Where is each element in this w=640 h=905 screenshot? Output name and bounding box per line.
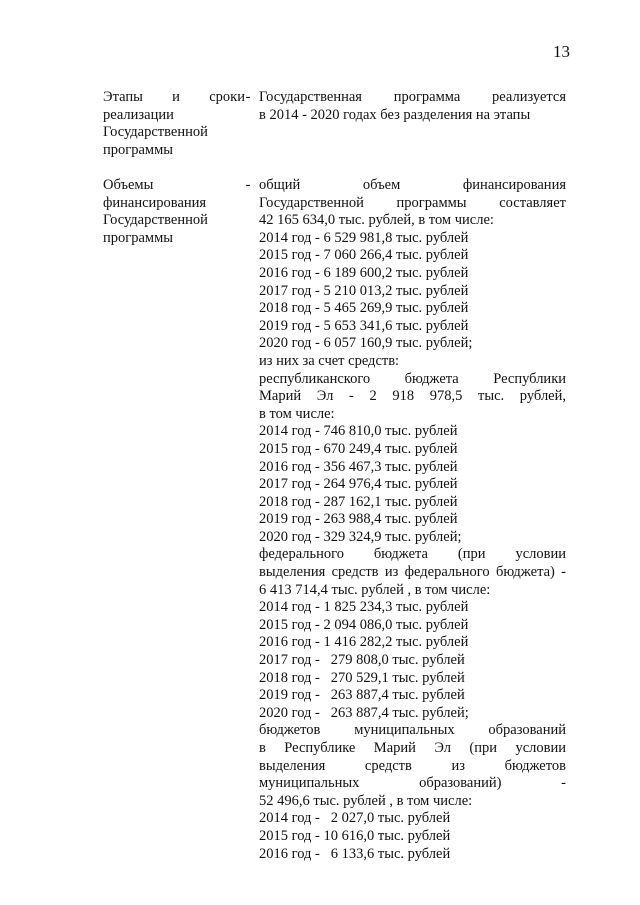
label-line: Объемы bbox=[103, 177, 154, 193]
content-line: 2014 год - 6 529 981,8 тыс. рублей bbox=[259, 229, 469, 246]
content-line: 2017 год - 264 976,4 тыс. рублей bbox=[259, 476, 458, 493]
content-line: из них за счет средств: bbox=[259, 352, 400, 369]
label-line: Государственной bbox=[103, 212, 208, 229]
content-line: 2016 год - 6 189 600,2 тыс. рублей bbox=[259, 264, 469, 281]
content-line: 2020 год - 263 887,4 тыс. рублей; bbox=[259, 704, 469, 721]
content-line: 6 413 714,4 тыс. рублей , в том числе: bbox=[259, 581, 491, 598]
content-line: 2014 год - 746 810,0 тыс. рублей bbox=[259, 423, 458, 440]
content-line: 2020 год - 6 057 160,9 тыс. рублей; bbox=[259, 335, 473, 352]
content-line: 2017 год - 279 808,0 тыс. рублей bbox=[259, 652, 465, 669]
label-line: Государственной bbox=[103, 124, 208, 141]
label-line: программы bbox=[103, 141, 173, 158]
label-line: Этапы и сроки bbox=[103, 89, 245, 105]
content-line: 42 165 634,0 тыс. рублей, в том числе: bbox=[259, 212, 494, 229]
content-line: 2018 год - 287 162,1 тыс. рублей bbox=[259, 493, 458, 510]
label-line: реализации bbox=[103, 106, 174, 123]
content-line: 2019 год - 263 887,4 тыс. рублей bbox=[259, 687, 465, 704]
content-line: 2017 год - 5 210 013,2 тыс. рублей bbox=[259, 282, 469, 299]
content-line: 2019 год - 263 988,4 тыс. рублей bbox=[259, 511, 458, 528]
content-line: 2016 год - 1 416 282,2 тыс. рублей bbox=[259, 634, 469, 651]
content-line: Государственная программа реализуется bbox=[259, 89, 566, 105]
content-line: 2016 год - 356 467,3 тыс. рублей bbox=[259, 458, 458, 475]
content-line: бюджетов муниципальных образований bbox=[259, 722, 566, 739]
separator-dash: - bbox=[245, 89, 251, 105]
label-line: финансирования bbox=[103, 194, 207, 211]
content-line: в 2014 - 2020 годах без разделения на этапы bbox=[259, 106, 531, 123]
content-line: 2019 год - 5 653 341,6 тыс. рублей bbox=[259, 317, 469, 334]
content-line: выделения средств из федерального бюджета) - bbox=[259, 564, 566, 581]
content-line: 52 496,6 тыс. рублей , в том числе: bbox=[259, 792, 473, 809]
content-line: 2015 год - 7 060 266,4 тыс. рублей bbox=[259, 247, 469, 264]
separator-dash: - bbox=[245, 177, 251, 193]
label-line: программы bbox=[103, 229, 173, 246]
content-line: Марий Эл - 2 918 978,5 тыс. рублей, bbox=[259, 388, 566, 405]
page-number: 13 bbox=[553, 42, 570, 61]
content-line: Государственной программы составляет bbox=[259, 194, 566, 211]
content-line: общий объем финансирования bbox=[259, 177, 566, 193]
content-line: республиканского бюджета Республики bbox=[259, 370, 566, 387]
content-line: муниципальных образований) - bbox=[259, 775, 566, 792]
content-line: 2014 год - 1 825 234,3 тыс. рублей bbox=[259, 599, 469, 616]
stages-content bbox=[259, 89, 566, 124]
content-line: в том числе: bbox=[259, 405, 335, 422]
stages-label bbox=[103, 89, 245, 159]
funding-content bbox=[259, 177, 566, 863]
funding-label bbox=[103, 177, 245, 247]
content-line: 2014 год - 2 027,0 тыс. рублей bbox=[259, 810, 451, 827]
content-line: в Республике Марий Эл (при условии bbox=[259, 740, 566, 756]
content-line: 2015 год - 670 249,4 тыс. рублей bbox=[259, 440, 458, 457]
content-line: 2015 год - 2 094 086,0 тыс. рублей bbox=[259, 616, 469, 633]
content-line: 2018 год - 5 465 269,9 тыс. рублей bbox=[259, 300, 469, 317]
content-line: федерального бюджета (при условии bbox=[259, 546, 566, 563]
content-line: 2018 год - 270 529,1 тыс. рублей bbox=[259, 669, 465, 686]
content-line: 2015 год - 10 616,0 тыс. рублей bbox=[259, 827, 451, 844]
content-line: 2016 год - 6 133,6 тыс. рублей bbox=[259, 845, 451, 862]
content-line: выделения средств из бюджетов bbox=[259, 757, 566, 774]
content-line: 2020 год - 329 324,9 тыс. рублей; bbox=[259, 528, 462, 545]
